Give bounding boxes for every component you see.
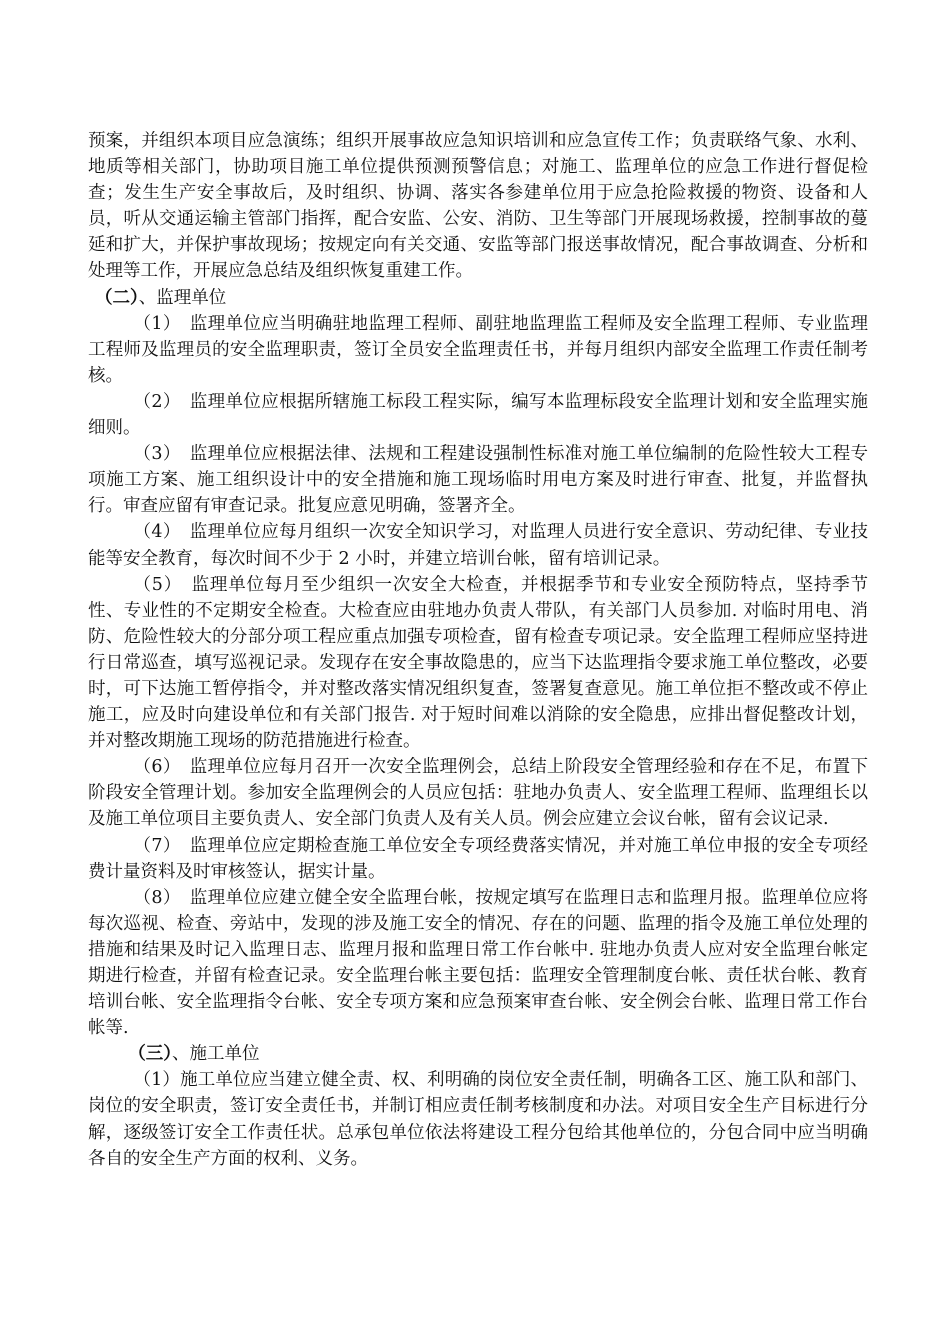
intro-paragraph: 预案，并组织本项目应急演练；组织开展事故应急知识培训和应急宣传工作；负责联络气象、水利、地质等相关部门，协助项目施工单位提供预测预警信息；对施工、监理单位的应急工作进行督促检查；发生生产安全事故后，及时组织、协调、落实各参建单位用于应急抢险救援的物资、设备和人员，听从交通运输主管部门指挥，配合安监、公安、消防、卫生等部门开展现场救援，控制事故的蔓延和扩大，并保护事故现场；按规定向有关交通、安监等部门报送事故情况，配合事故调查、分析和处理等工作，开展应急总结及组织恢复重建工作。 xyxy=(88,131,868,282)
section-heading-supervision xyxy=(88,285,868,311)
supervision-item-3: （3） 监理单位应根据法律、法规和工程建设强制性标准对施工单位编制的危险性较大工程专项施工方案、施工组织设计中的安全措施和施工现场临时用电方案及时进行审查、批复，并监督执行。审查应留有审查记录。批复应意见明确，签署齐全。 xyxy=(88,444,868,517)
supervision-item-4: （4） 监理单位应每月组织一次安全知识学习，对监理人员进行安全意识、劳动纪律、专业技能等安全教育，每次时间不少于 2 小时，并建立培训台帐，留有培训记录。 xyxy=(88,522,868,569)
section-number: （二） xyxy=(95,287,139,308)
supervision-item-8: （8） 监理单位应建立健全安全监理台帐，按规定填写在监理日志和监理月报。监理单位应将每次巡视、检查、旁站中，发现的涉及施工安全的情况、存在的问题、监理的指令及施工单位处理的措施和结果及时记入监理日志、监理月报和监理日常工作台帐中. 驻地办负责人应对安全监理台帐定期进行检查，并留有检查记录。安全监理台帐主要包括：监理安全管理制度台帐、责任状台帐、教育培训台帐、安全监理指令台帐、安全专项方案和应急预案审查台帐、安全例会台帐、监理日常工作台帐等. xyxy=(88,887,868,1039)
section-title: 、监理单位 xyxy=(138,287,227,308)
supervision-item-7: （7） 监理单位应定期检查施工单位安全专项经费落实情况，并对施工单位申报的安全专项经费计量资料及时审核签认，据实计量。 xyxy=(88,835,868,882)
supervision-item-2: （2） 监理单位应根据所辖施工标段工程实际，编写本监理标段安全监理计划和安全监理实施细则。 xyxy=(88,391,868,439)
supervision-item-1: （1） 监理单位应当明确驻地监理工程师、副驻地监理监工程师及安全监理工程师、专业监理工程师及监理员的安全监理职责，签订全员安全监理责任书，并每月组织内部安全监理工作责任制考核。 xyxy=(88,313,868,386)
section-number: （三） xyxy=(128,1044,172,1065)
supervision-item-6: （6） 监理单位应每月召开一次安全监理例会，总结上阶段安全管理经验和存在不足，布置下阶段安全管理计划。参加安全监理例会的人员应包括：驻地办负责人、安全监理工程师、监理组长以及施工单位项目主要负责人、安全部门负责人及有关人员。例会应建立会议台帐，留有会议记录. xyxy=(88,757,868,830)
supervision-item-5: （5） 监理单位每月至少组织一次安全大检查，并根据季节和专业安全预防特点，坚持季节性、专业性的不定期安全检查。大检查应由驻地办负责人带队，有关部门人员参加. 对临时用电、消防、危险性较大的分部分项工程应重点加强专项检查，留有检查专项记录。安全监理工程师应坚持进行日常巡查，填写巡视记录。发现存在安全事故隐患的，应当下达监理指令要求施工单位整改，必要时，可下达施工暂停指令，并对整改落实情况组织复查，签署复查意见。施工单位拒不整改或不停止施工，应及时向建设单位和有关部门报告. 对于短时间难以消除的安全隐患，应排出督促整改计划，并对整改期施工现场的防范措施进行检查。 xyxy=(88,574,868,752)
construction-item-1: （1）施工单位应当建立健全责、权、利明确的岗位安全责任制，明确各工区、施工队和部门、岗位的安全职责，签订安全责任书，并制订相应责任制考核制度和办法。对项目安全生产目标进行分解，逐级签订安全工作责任状。总承包单位依法将建设工程分包给其他单位的，分包合同中应当明确各自的安全生产方面的权利、义务。 xyxy=(88,1070,868,1169)
section-heading-construction xyxy=(88,1041,868,1067)
section-title: 、施工单位 xyxy=(172,1044,260,1065)
